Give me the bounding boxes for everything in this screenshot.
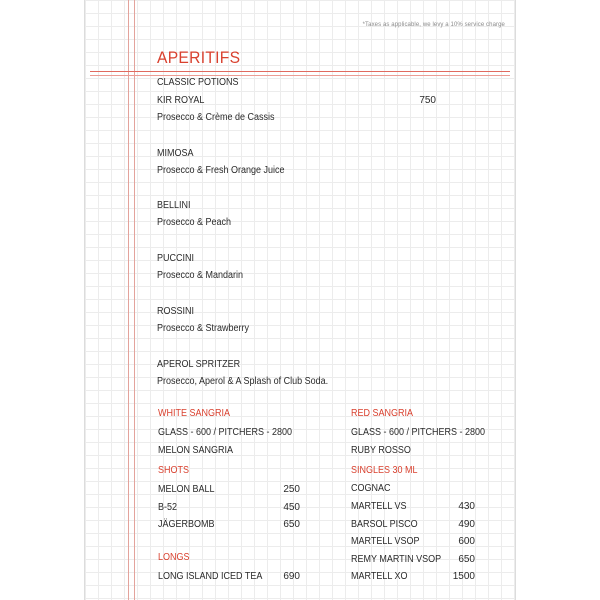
red-sangria-item: RUBY ROSSO — [351, 445, 411, 456]
list-item: MARTELL VSOP 600 — [351, 536, 475, 547]
item-desc: Prosecco & Strawberry — [157, 323, 250, 334]
item-desc: Prosecco & Mandarin — [157, 270, 244, 281]
cognac-category: COGNAC — [351, 483, 391, 494]
margin-line-left — [128, 0, 129, 600]
list-item: LONG ISLAND ICED TEA 690 — [158, 571, 300, 582]
tax-note: *Taxes as applicable, we levy a 10% service charge — [362, 22, 505, 28]
item-name: BELLINI — [157, 200, 191, 211]
classic-potions-heading: CLASSIC POTIONS — [157, 77, 239, 88]
item-name: PUCCINI — [157, 253, 195, 264]
list-item: B-52 450 — [158, 501, 300, 513]
list-item: MARTELL VS 430 — [351, 501, 475, 512]
margin-line-left-inner — [134, 0, 135, 600]
title-underline — [90, 71, 510, 72]
white-sangria-price-line: GLASS - 600 / PITCHERS - 2800 — [158, 427, 293, 438]
item-desc: Prosecco & Fresh Orange Juice — [157, 165, 285, 176]
red-sangria-heading: RED SANGRIA — [351, 408, 414, 419]
title-underline-2 — [90, 75, 510, 76]
list-item: REMY MARTIN VSOP 650 — [351, 553, 475, 565]
item-name: APEROL SPRITZER — [157, 359, 241, 370]
item-name: ROSSINI — [157, 306, 195, 317]
shots-heading: SHOTS — [158, 465, 190, 476]
shots-list — [158, 484, 300, 537]
longs-heading: LONGS — [158, 552, 190, 563]
page-title: APERITIFS — [157, 48, 241, 67]
item-desc: Prosecco & Crème de Cassis — [157, 112, 275, 123]
white-sangria-item: MELON SANGRIA — [158, 445, 234, 456]
item-name: MIMOSA — [157, 148, 194, 159]
list-item: BARSOL PISCO 490 — [351, 518, 475, 530]
list-item: JÄGERBOMB 650 — [158, 519, 300, 530]
item-desc: Prosecco, Aperol & A Splash of Club Soda. — [157, 376, 329, 387]
singles-heading: SINGLES 30 ML — [351, 465, 418, 476]
white-sangria-heading: WHITE SANGRIA — [158, 408, 231, 419]
red-sangria-price-line: GLASS - 600 / PITCHERS - 2800 — [351, 427, 486, 438]
singles-list — [351, 501, 479, 589]
item-price: 750 — [419, 95, 436, 106]
longs-list — [158, 571, 300, 589]
list-item: MARTELL XO 1500 — [351, 571, 475, 582]
item-desc: Prosecco & Peach — [157, 217, 232, 228]
item-name: KIR ROYAL — [157, 95, 205, 106]
list-item: MELON BALL 250 — [158, 484, 300, 495]
